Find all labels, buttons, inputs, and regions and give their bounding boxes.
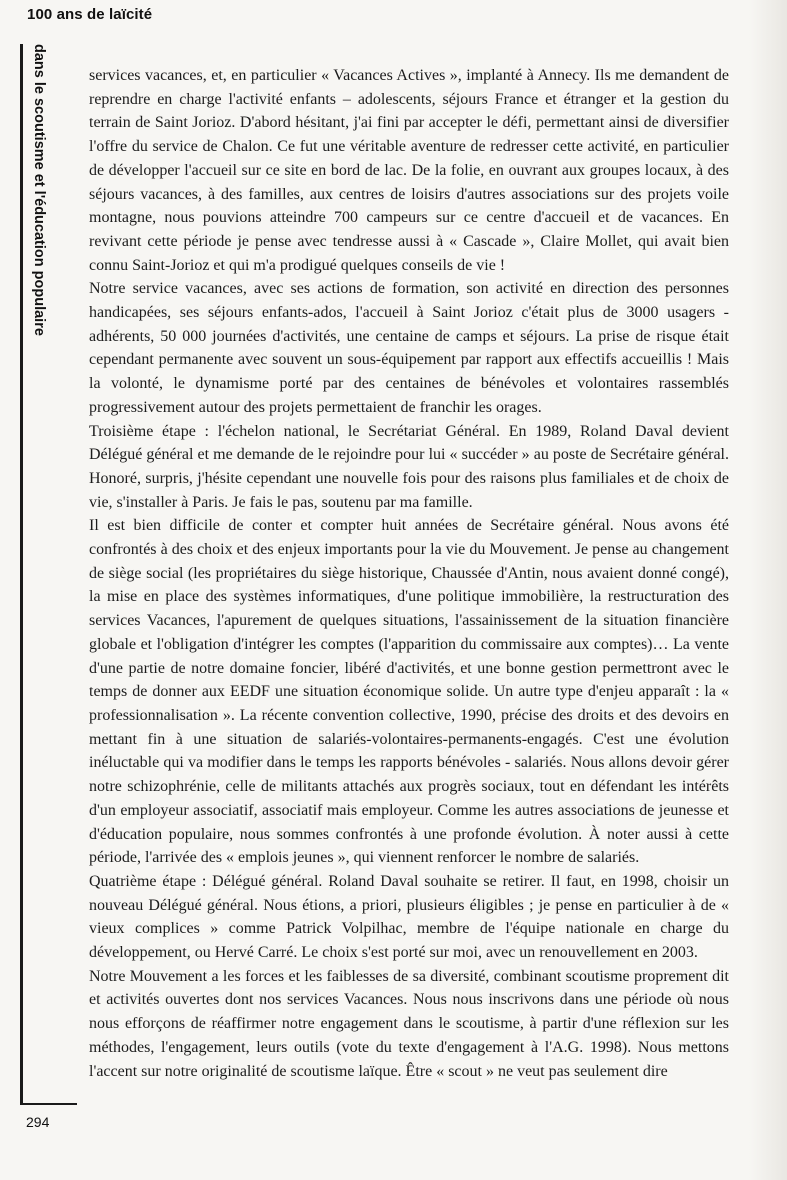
paragraph: Notre Mouvement a les forces et les faiblesses de sa diversité, combinant scoutisme proprement dit et activités ouvertes dont nos services Vacances. Nous nous inscrivons dans une période où nous nous efforçons de réaffirmer notre engagement dans le scoutisme, à partir d'une réflexion sur les méthodes, l'engagement, leurs outils (vote du texte d'engagement à l'A.G. 1998). Nous mettons l'accent sur notre originalité de scoutisme laïque. Être « scout » ne veut pas seulement dire [89, 967, 729, 1080]
paragraph: Notre service vacances, avec ses actions de formation, son activité en direction des personnes handicapées, ses séjours enfants-ados, l'accueil à Saint Jorioz c'était plus de 3000 usagers - adhérents, 50 000 journées d'activités, une centaine de camps et séjours. La prise de risque était cependant permanente avec souvent un sous-équipement par rapport aux effectifs accueillis ! Mais la volonté, le dynamisme porté par des centaines de bénévoles et volontaires rassemblés progressivement autour des projets permettaient de franchir les orages. [89, 280, 729, 416]
paragraph: Il est bien difficile de conter et compter huit années de Secrétaire général. Nous avons été confrontés à des choix et des enjeux importants pour la vie du Mouvement. Je pense au changement de siège social (les propriétaires du siège historique, Chaussée d'Antin, nous avaient donné congé), la mise en place des systèmes informatiques, d'une politique immobilière, la restructuration des services Vacances, l'apurement de quelques situations, l'assainissement de la situation financière globale et l'obligation d'intégrer les comptes (l'apparition du commissaire aux comptes)… La vente d'une partie de notre domaine foncier, libéré d'activités, et une bonne gestion permettront avec le temps de donner aux EEDF une situation économique solide. Un autre type d'enjeu apparaît : la « professionnalisation ». La récente convention collective, 1990, précise des droits et des devoirs en mettant fin à une situation de salariés-volontaires-permanents-engagés. C'est une évolution inéluctable qui va modifier dans le temps les rapports bénévoles - salariés. Nous allons devoir gérer notre schizophrénie, celle de militants attachés aux progrès sociaux, tout en défendant les intérêts d'un employeur associatif, associatif mais employeur. Comme les autres associations de jeunesse et d'éducation populaire, nous sommes confrontés à une profonde évolution. À noter aussi à cette période, l'arrivée des « emplois jeunes », qui viennent renforcer le nombre de salariés. [89, 517, 729, 867]
body-text [89, 64, 729, 1083]
paragraph: Troisième étape : l'échelon national, le Secrétariat Général. En 1989, Roland Daval devient Délégué général et me demande de le rejoindre pour lui « succéder » au poste de Secrétaire général. Honoré, surpris, j'hésite cependant une nouvelle fois pour des raisons plus familiales et de choix de vie, s'installer à Paris. Je fais le pas, soutenu par ma famille. [89, 422, 729, 511]
paragraph: services vacances, et, en particulier « Vacances Actives », implanté à Annecy. Ils me demandent de reprendre en charge l'activité enfants – adolescents, séjours France et étranger et la gestion du terrain de Saint Jorioz. D'abord hésitant, j'ai fini par accepter le défi, permettant ainsi de diversifier l'offre du service de Chalon. Ce fut une véritable aventure de redresser cette activité, en particulier de développer l'accueil sur ce site en bord de lac. De la folie, en ouvrant aux groupes locaux, à des séjours vacances, à des familles, aux centres de loisirs d'autres associations sur des projets voile montagne, nous pouvions atteindre 700 campeurs sur ce centre d'accueil et de vacances. En revivant cette période je pense avec tendresse aussi à « Cascade », Claire Mollet, qui avait bien connu Saint-Jorioz et qui m'a prodigué quelques conseils de vie ! [89, 67, 729, 274]
footer-rule [20, 1103, 77, 1105]
paragraph: Quatrième étape : Délégué général. Roland Daval souhaite se retirer. Il faut, en 1998, choisir un nouveau Délégué général. Nous étions, a priori, plusieurs éligibles ; je pense en particulier à de « vieux complices » comme Patrick Volpilhac, membre de l'équipe nationale en charge du développement, ou Hervé Carré. Le choix s'est porté sur moi, avec un renouvellement en 2003. [89, 872, 729, 962]
running-head: 100 ans de laïcité [27, 6, 153, 23]
page-edge-shadow [749, 0, 787, 1180]
side-title: dans le scoutisme et l'éducation populaire [31, 44, 47, 336]
side-rule [20, 44, 23, 1104]
page-number: 294 [26, 1114, 50, 1130]
